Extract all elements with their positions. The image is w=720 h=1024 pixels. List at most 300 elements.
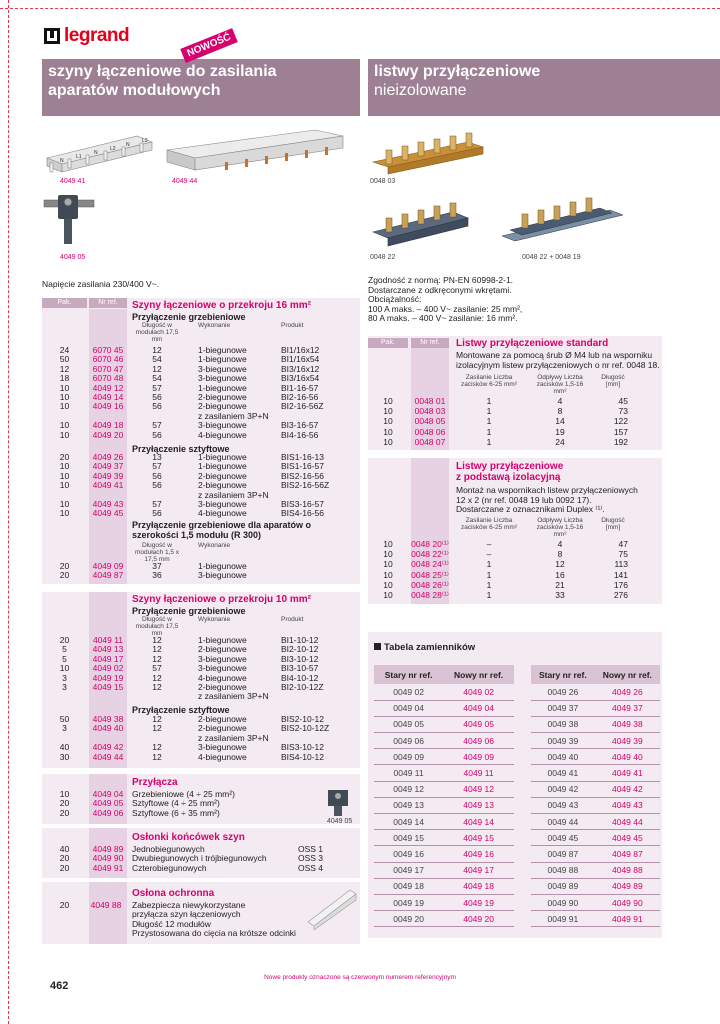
col-head-length: Długość w modułach 1,5 x 17,5 mm (134, 542, 180, 563)
cell-pak: 20 (59, 900, 70, 910)
cell-length: 12 (152, 751, 162, 762)
subsection-pin: Przyłączenie sztyftowe (132, 444, 230, 454)
cell-execution: 2-biegunowe (198, 714, 247, 724)
cell-old-ref: 0049 90 (531, 894, 595, 910)
cell-product: BIS4-16-56 (281, 508, 324, 519)
cell-length: 12 (152, 653, 162, 664)
comb-busbar-image (42, 128, 157, 178)
cell-outlets: 16 (555, 569, 565, 580)
cell-old-ref: 0049 39 (531, 733, 595, 749)
cell-length: 45 (618, 396, 628, 406)
cell-pak: 50 (59, 354, 70, 365)
image-ref-label: 0048 03 (370, 178, 396, 185)
cell-length: 47 (618, 539, 628, 549)
cell-pak: 10 (59, 429, 70, 440)
table-row (531, 716, 660, 732)
cell-execution: 2-biegunowe (198, 480, 247, 491)
table-row (374, 716, 514, 732)
cell-product: BIS3-16-57 (281, 499, 324, 509)
left-section-header (42, 59, 360, 116)
table-row (531, 862, 660, 878)
right-header-line1: listwy przyłączeniowe (374, 63, 541, 80)
cell-new-ref: 4049 38 (595, 716, 660, 732)
cell-old-ref: 0049 20 (374, 911, 443, 927)
cell-product: BI2-16-56Z (281, 401, 324, 412)
cell-ref: 0048 07 (414, 436, 446, 447)
cell-outlets: 33 (555, 590, 565, 600)
cell-ref: 4049 39 (92, 470, 124, 481)
cell-ref: 4049 87 (92, 570, 124, 581)
cell-old-ref: 0049 18 (374, 878, 443, 894)
cell-ref: 6070 47 (92, 363, 124, 374)
intro-line: 80 A maks. – 400 V~ zasilanie: 16 mm². (368, 313, 518, 323)
section-title-oslonki: Osłonki końcówek szyn (132, 832, 245, 843)
cell-old-ref: 0049 19 (374, 894, 443, 910)
cell-length: 13 (152, 452, 162, 462)
cell-description: Jednobiegunowych (132, 844, 205, 854)
cell-ref: 4049 41 (92, 480, 124, 491)
replacement-title-text: Tabela zamienników (384, 642, 476, 653)
cell-product: BI1-16-57 (281, 382, 319, 393)
cell-pak: 20 (59, 798, 70, 809)
cell-ref: 4049 18 (92, 420, 124, 431)
cell-product: BI1-10-12 (281, 635, 319, 645)
cell-length: 12 (152, 635, 162, 645)
subsection-pin: Przyłączenie sztyftowe (132, 705, 230, 715)
cell-product: BIS1-16-57 (281, 461, 324, 472)
cell-pak: 10 (59, 499, 70, 509)
col-head-length: Długość w modułach 17,5 mm (135, 616, 179, 637)
cell-ref: 0048 20⁽¹⁾ (411, 539, 449, 549)
cell-old-ref: 0049 41 (531, 765, 595, 781)
cell-old-ref: 0049 04 (374, 700, 443, 716)
col-head-exec: Wykonanie (198, 322, 231, 329)
cell-product: OSS 4 (298, 862, 324, 873)
cell-product: BIS1-16-13 (281, 452, 324, 462)
cell-ref: 4049 02 (92, 663, 124, 674)
cell-product: BI2-10-12Z (281, 682, 324, 692)
cell-new-ref: 4049 16 (443, 846, 514, 862)
intro-line: Zgodność z normą: PN-EN 60998-2-1. (368, 275, 514, 285)
cell-execution: 1-biegunowe (198, 461, 247, 472)
cell-supply: – (486, 539, 492, 549)
cell-execution: 3-biegunowe (198, 653, 247, 664)
cell-product: OSS 3 (298, 853, 324, 864)
table-row (531, 733, 660, 749)
cell-pak: 40 (59, 742, 70, 753)
footer-note: Nowe produkty oznaczone są czerwonym numerem referencyjnym (264, 974, 456, 981)
cell-new-ref: 4049 06 (443, 733, 514, 749)
cell-new-ref: 4049 12 (443, 781, 514, 797)
cell-execution: 3-biegunowe (198, 499, 247, 509)
cell-ref: 4049 13 (92, 644, 124, 655)
column-header-ref: Nr ref. (89, 298, 127, 308)
insulated-block-image (368, 192, 473, 252)
col-head-product: Produkt (281, 322, 304, 329)
cell-length: 75 (618, 549, 628, 560)
col-head-supply: Zasilanie Liczba zacisków 6-25 mm² (461, 374, 517, 388)
cell-pak: 10 (383, 590, 393, 600)
cell-old-ref: 0049 89 (531, 878, 595, 894)
cell-pak: 10 (383, 559, 393, 570)
cell-execution: 3-biegunowe (198, 420, 247, 431)
cell-ref: 6070 45 (92, 345, 124, 355)
cell-ref: 0048 22⁽¹⁾ (411, 549, 449, 560)
new-badge: NOWOŚĆ (180, 28, 238, 63)
section-title-10mm: Szyny łączeniowe o przekroju 10 mm² (132, 594, 311, 605)
ref-column-stripe (89, 882, 127, 944)
section-title-przylacza: Przyłącza (132, 777, 178, 788)
desc-line: Montaż na wspornikach listew przyłączeniowych (456, 485, 638, 495)
cell-ref: 0048 28⁽¹⁾ (411, 590, 449, 600)
cell-supply: 1 (486, 396, 492, 406)
cell-pak: 10 (383, 436, 393, 447)
cell-old-ref: 0049 09 (374, 749, 443, 765)
cell-new-ref: 4049 17 (443, 862, 514, 878)
svg-text:N: N (94, 150, 98, 156)
cell-ref: 4049 44 (92, 751, 124, 762)
cell-pak: 40 (59, 844, 70, 854)
cell-length: 141 (613, 569, 628, 580)
cell-outlets: 4 (557, 396, 563, 406)
image-ref-label: 4049 05 (60, 254, 86, 261)
cell-old-ref: 0049 26 (531, 684, 595, 700)
cell-length: 12 (152, 742, 162, 753)
replacement-table-right (531, 665, 660, 927)
cell-pak: 3 (62, 723, 67, 734)
col-head-new: Nowy nr ref. (443, 665, 514, 684)
svg-text:N: N (126, 142, 130, 148)
cell-ref: 0048 03 (414, 406, 446, 417)
cell-length: 37 (152, 561, 162, 571)
cell-pak: 20 (59, 570, 70, 581)
table-row (374, 765, 514, 781)
cell-length: 56 (152, 480, 162, 491)
table-row (374, 781, 514, 797)
cell-new-ref: 4049 18 (443, 878, 514, 894)
cell-product: BI1/16x12 (281, 345, 320, 355)
cell-execution: z zasilaniem 3P+N (198, 732, 269, 743)
cell-new-ref: 4049 44 (595, 814, 660, 830)
cell-old-ref: 0049 91 (531, 911, 595, 927)
cell-new-ref: 4049 14 (443, 814, 514, 830)
table-row (374, 894, 514, 910)
table-row (531, 700, 660, 716)
cell-execution: 3-biegunowe (198, 363, 247, 374)
std-description (456, 351, 660, 370)
col-head-product: Produkt (281, 616, 304, 623)
cell-length: 57 (152, 499, 162, 509)
cell-execution: z zasilaniem 3P+N (198, 489, 269, 500)
cell-ref: 4049 11 (92, 635, 124, 645)
cell-ref: 4049 90 (92, 853, 124, 864)
cell-ref: 0048 25⁽¹⁾ (411, 569, 449, 580)
cell-old-ref: 0049 44 (531, 814, 595, 830)
table-row (531, 781, 660, 797)
cell-old-ref: 0049 13 (374, 797, 443, 813)
cell-length: 56 (152, 508, 162, 519)
cell-old-ref: 0049 11 (374, 765, 443, 781)
table-row (374, 733, 514, 749)
cell-new-ref: 4049 13 (443, 797, 514, 813)
page-number: 462 (50, 980, 69, 992)
cell-description: Sztyftowe (4 ÷ 25 mm²) (132, 798, 220, 809)
cell-old-ref: 0049 87 (531, 846, 595, 862)
cell-length: 192 (613, 436, 628, 447)
cell-execution: 3-biegunowe (198, 373, 247, 384)
cell-pak: 24 (59, 345, 70, 355)
cell-pak: 10 (383, 549, 393, 560)
cell-pak: 5 (62, 644, 67, 655)
cell-ref: 0048 05 (414, 416, 446, 427)
cell-new-ref: 4049 91 (595, 911, 660, 927)
cell-length: 157 (613, 426, 628, 437)
cell-supply: 1 (486, 590, 492, 600)
legrand-mark-icon (44, 28, 60, 44)
cell-outlets: 12 (555, 559, 565, 570)
cell-length: 12 (152, 363, 162, 374)
cell-outlets: 19 (555, 426, 565, 437)
crop-line-left (8, 0, 9, 1024)
table-row (374, 862, 514, 878)
cell-length: 54 (152, 354, 162, 365)
cell-length: 12 (152, 345, 162, 355)
connector-small-image (318, 786, 358, 818)
cell-pak: 10 (59, 382, 70, 393)
left-header-line1: szyny łączeniowe do zasilania (48, 63, 277, 80)
table-row (374, 911, 514, 927)
col-head-length: Długość w modułach 17,5 mm (135, 322, 179, 343)
cell-new-ref: 4049 09 (443, 749, 514, 765)
cell-product: BI3-10-57 (281, 663, 319, 674)
table-row (374, 684, 514, 700)
right-header-line2: nieizolowane (374, 82, 467, 99)
title-line: z podstawą izolacyjną (456, 472, 561, 483)
cell-ref: 4049 91 (92, 862, 124, 873)
cell-new-ref: 4049 15 (443, 830, 514, 846)
cell-product: BIS2-16-56 (281, 470, 324, 481)
cell-outlets: 8 (557, 406, 563, 417)
cell-ref: 4049 37 (92, 461, 124, 472)
cell-ref: 4049 43 (92, 499, 124, 509)
cell-new-ref: 4049 02 (443, 684, 514, 700)
cell-execution: 2-biegunowe (198, 723, 247, 734)
section-title-oslona: Osłona ochronna (132, 888, 215, 899)
cell-length: 56 (152, 429, 162, 440)
cell-execution: 3-biegunowe (198, 663, 247, 674)
cell-product: BI3/16x12 (281, 363, 320, 374)
cell-supply: 1 (486, 436, 492, 447)
cell-length: 12 (152, 714, 162, 724)
cell-length: 12 (152, 682, 162, 692)
cell-old-ref: 0049 05 (374, 716, 443, 732)
connector-image (42, 190, 97, 250)
cell-pak: 10 (383, 539, 393, 549)
col-head-outlets: Odpływy Liczba zacisków 1,5-16 mm² (536, 374, 584, 395)
subsection-comb: Przyłączenie grzebieniowe (132, 312, 246, 322)
cell-length: 54 (152, 373, 162, 384)
cell-old-ref: 0049 15 (374, 830, 443, 846)
cell-supply: – (486, 549, 492, 560)
crop-line-top (0, 8, 720, 9)
svg-text:L3: L3 (142, 138, 148, 144)
cell-ref: 4049 12 (92, 382, 124, 393)
cell-pak: 10 (383, 579, 393, 590)
table-row (531, 878, 660, 894)
desc-line: Montowane za pomocą śrub Ø M4 lub na wsporniku (456, 350, 653, 360)
cell-product: BI1/16x54 (281, 354, 320, 365)
table-row (374, 846, 514, 862)
pin-busbar-image (165, 122, 345, 177)
cell-ref: 4049 04 (92, 789, 124, 799)
title-line: Listwy przyłączeniowe (456, 461, 564, 472)
cell-product: BIS4-10-12 (281, 751, 324, 762)
col-head-new: Nowy nr ref. (595, 665, 660, 684)
cell-old-ref: 0049 14 (374, 814, 443, 830)
svg-text:N: N (60, 158, 64, 164)
cell-new-ref: 4049 42 (595, 781, 660, 797)
cell-product: BI4-16-56 (281, 429, 319, 440)
brand-name: legrand (64, 25, 130, 46)
cell-length: 57 (152, 461, 162, 472)
column-header-ref: Nr ref. (411, 338, 449, 348)
replacement-table-title (374, 642, 475, 653)
cell-product: BI2-16-56 (281, 392, 319, 402)
right-intro (368, 276, 522, 324)
cell-execution: 4-biegunowe (198, 751, 247, 762)
desc-line: Zabezpiecza niewykorzystane (132, 900, 246, 910)
cell-execution: 4-biegunowe (198, 672, 247, 683)
intro-line: Dostarczane z odkręconymi wkrętami. (368, 284, 512, 295)
cell-pak: 10 (59, 508, 70, 519)
cell-outlets: 21 (555, 579, 565, 590)
cell-ref: 4049 38 (92, 714, 124, 724)
cell-ref: 4049 42 (92, 742, 124, 753)
cell-ref: 6070 48 (92, 373, 124, 384)
cell-ref: 4049 88 (90, 900, 122, 910)
table-row (531, 894, 660, 910)
supply-voltage-note: Napięcie zasilania 230/400 V~. (42, 279, 159, 289)
cell-new-ref: 4049 11 (443, 765, 514, 781)
replacement-table-left (374, 665, 514, 927)
cell-length: 57 (152, 663, 162, 674)
cell-new-ref: 4049 19 (443, 894, 514, 910)
cell-description: Dwubiegunowych i trójbiegunowych (132, 853, 267, 864)
cell-pak: 10 (383, 569, 393, 580)
col-head-outlets: Odpływy Liczba zacisków 1,5-16 mm² (536, 517, 584, 538)
cell-execution: 1-biegunowe (198, 561, 247, 571)
cell-pak: 18 (59, 373, 70, 384)
col-head-old: Stary nr ref. (531, 665, 595, 684)
cell-outlets: 14 (555, 416, 565, 427)
section-title-std: Listwy przyłączeniowe standard (456, 338, 609, 349)
image-ref-label: 4049 05 (327, 818, 353, 825)
cell-old-ref: 0049 42 (531, 781, 595, 797)
square-bullet-icon (374, 643, 381, 650)
section-title-izol (456, 461, 563, 483)
cell-outlets: 8 (557, 549, 563, 560)
desc-line: izolacyjnym listew przyłączeniowych o nr ref. 0048 18. (456, 359, 660, 370)
table-row (531, 749, 660, 765)
cell-product: BIS2-16-56Z (281, 480, 330, 491)
desc-line: Przystosowana do cięcia na krótsze odcinki (132, 927, 296, 938)
cell-pak: 20 (59, 452, 70, 462)
cell-pak: 10 (59, 789, 70, 799)
cell-pak: 10 (59, 480, 70, 491)
table-row (374, 814, 514, 830)
cell-product: BI4-10-12 (281, 672, 319, 683)
cell-new-ref: 4049 39 (595, 733, 660, 749)
cell-old-ref: 0049 02 (374, 684, 443, 700)
cell-ref: 4049 45 (92, 508, 124, 519)
cell-supply: 1 (486, 426, 492, 437)
column-header-pak: Pak. (42, 298, 87, 308)
cover-strip-image (306, 886, 358, 930)
cell-ref: 4049 40 (92, 723, 124, 734)
table-row (531, 765, 660, 781)
cell-ref: 4049 15 (92, 682, 124, 692)
cell-pak: 10 (59, 461, 70, 472)
cell-ref: 4049 06 (92, 807, 124, 818)
table-row (42, 901, 125, 911)
cell-new-ref: 4049 04 (443, 700, 514, 716)
cell-old-ref: 0049 88 (531, 862, 595, 878)
cell-execution: 2-biegunowe (198, 682, 247, 692)
desc-line: 12 x 2 (nr ref. 0048 19 lub 0092 17). (456, 494, 592, 505)
cell-description: Czterobiegunowych (132, 862, 207, 873)
cell-pak: 3 (62, 672, 67, 683)
col-head-exec: Wykonanie (198, 542, 231, 549)
cell-length: 57 (152, 382, 162, 393)
cell-pak: 12 (59, 363, 70, 374)
cell-old-ref: 0049 38 (531, 716, 595, 732)
cell-description: Grzebieniowe (4 ÷ 25 mm²) (132, 789, 235, 799)
table-row (531, 846, 660, 862)
intro-line: Obciążalność: (368, 294, 422, 304)
cell-new-ref: 4049 40 (595, 749, 660, 765)
table-row (531, 684, 660, 700)
subsection-r300: Przyłączenie grzebieniowe dla aparatów o szerokości 1,5 modułu (R 300) (132, 520, 312, 540)
cell-ref: 0048 06 (414, 426, 446, 437)
right-section-header (368, 59, 720, 116)
cell-execution: 4-biegunowe (198, 429, 247, 440)
cell-product: BI3-10-12 (281, 653, 319, 664)
table-row (374, 878, 514, 894)
cell-new-ref: 4049 20 (443, 911, 514, 927)
cell-length: 113 (614, 559, 628, 570)
cell-old-ref: 0049 40 (531, 749, 595, 765)
cell-product: BIS3-10-12 (281, 742, 324, 753)
cell-new-ref: 4049 88 (595, 862, 660, 878)
cell-new-ref: 4049 87 (595, 846, 660, 862)
table-row (531, 911, 660, 927)
table-row (374, 749, 514, 765)
cell-execution: 1-biegunowe (198, 354, 247, 365)
cell-old-ref: 0049 45 (531, 830, 595, 846)
cell-pak: 20 (59, 561, 70, 571)
col-head-length: Długość [mm] (601, 374, 625, 388)
cell-ref: 4049 19 (92, 672, 124, 683)
image-ref-label: 0048 22 (370, 254, 396, 261)
cell-ref: 4049 20 (92, 429, 124, 440)
cell-length: 12 (152, 723, 162, 734)
col-head-old: Stary nr ref. (374, 665, 443, 684)
table-row (374, 700, 514, 716)
cell-execution: 2-biegunowe (198, 392, 247, 402)
cell-execution: 1-biegunowe (198, 382, 247, 393)
cell-length: 57 (152, 420, 162, 431)
cell-pak: 20 (59, 853, 70, 864)
